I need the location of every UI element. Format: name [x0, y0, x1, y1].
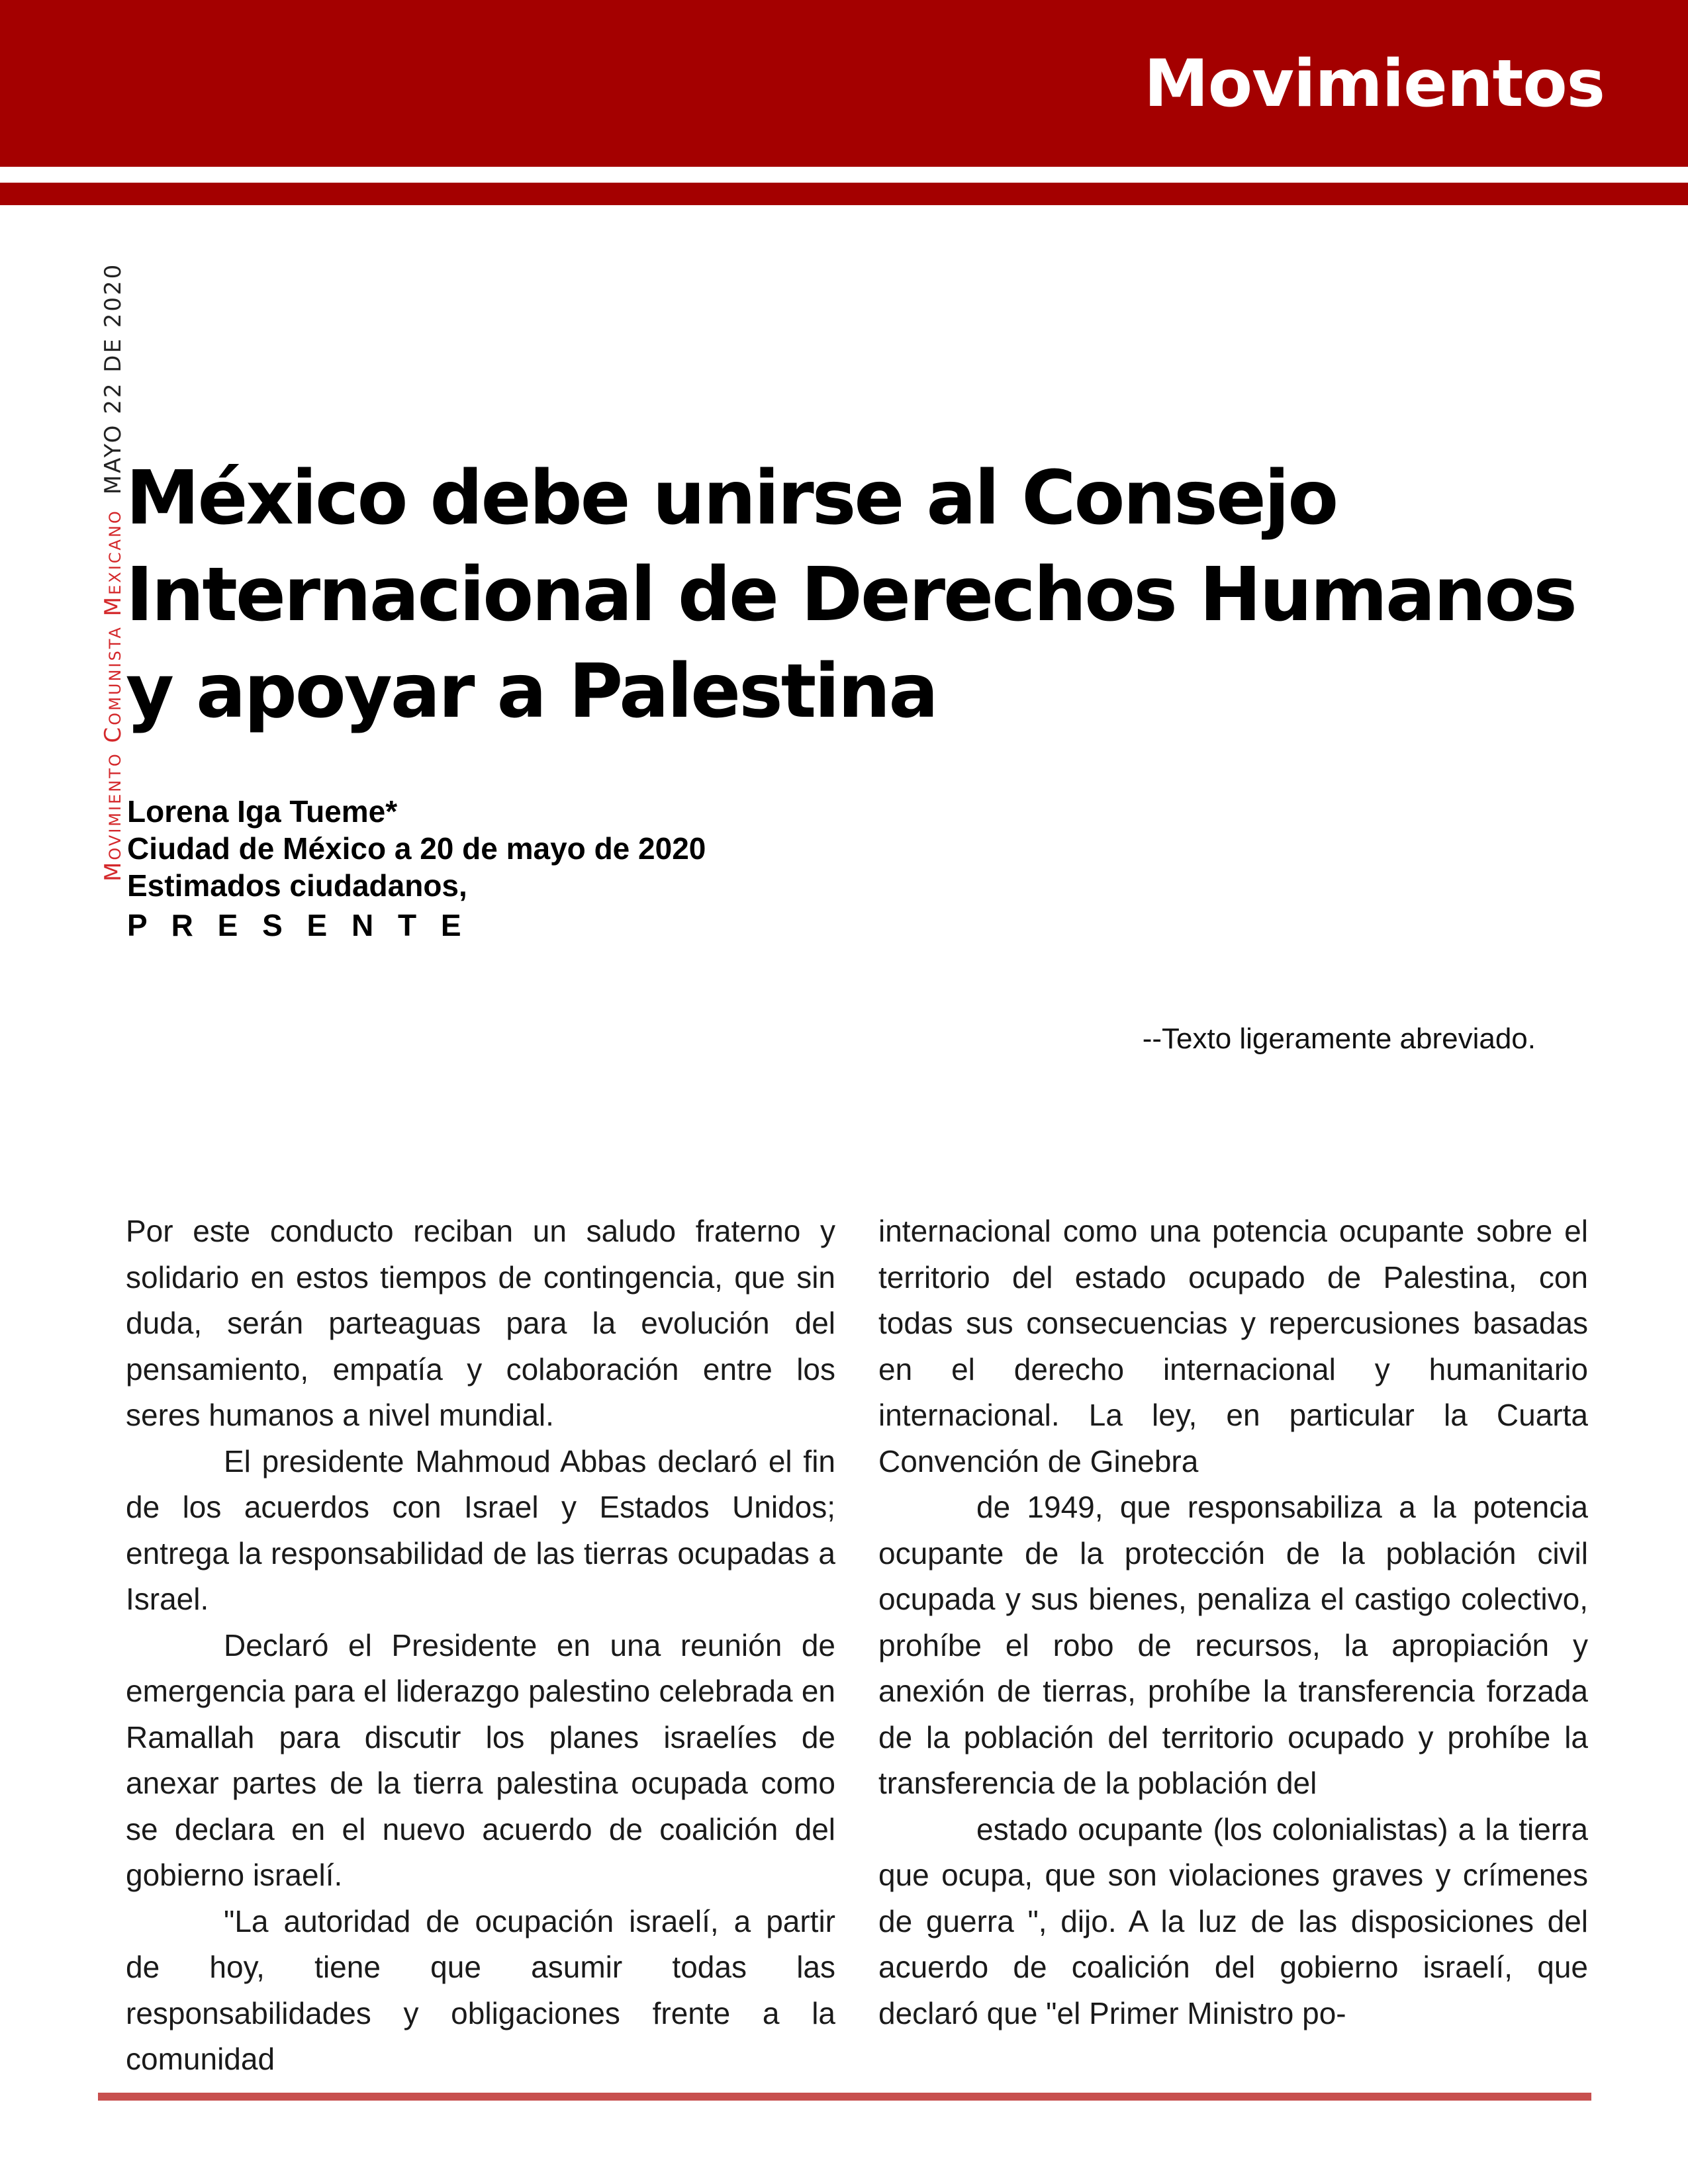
- author-name: Lorena Iga Tueme*: [127, 794, 398, 829]
- body-paragraph: Por este conducto reciban un saludo fraterno y solidario en estos tiempos de contingencia, que sin duda, serán parteaguas para la evolución del pensamiento, empatía y colaboración entre los seres humanos a nivel mundial.: [126, 1214, 835, 1432]
- body-paragraph: estado ocupante (los colonialistas) a la tierra que ocupa, que son violaciones graves y crímenes de guerra ", dijo. A la luz de las disposiciones del acuerdo de coalición del gobierno israelí, que declaró que "el Primer Ministro po-: [878, 1811, 1588, 2030]
- body-paragraph: Declaró el Presidente en una reunión de emergencia para el liderazgo palestino celebrada en Ramallah para discutir los planes israelíes de anexar partes de la tierra palestina ocupada como se declara en el nuevo acuerdo de coalición del gobierno israelí.: [126, 1627, 835, 1892]
- publication-date: MAYO 22 DE 2020: [100, 262, 126, 495]
- presente-label: P R E S E N T E: [127, 908, 469, 942]
- place-date: Ciudad de México a 20 de mayo de 2020: [127, 831, 706, 866]
- section-label: Movimientos: [1144, 46, 1605, 122]
- footer-rule: [98, 2093, 1591, 2101]
- article-title: México debe unirse al Consejo Internacional de Derechos Humanos y apoyar a Palestina: [126, 455, 1575, 735]
- vertical-meta: [102, 263, 124, 882]
- byline: [127, 793, 706, 944]
- publication-name: Movimiento Comunista Mexicano: [100, 509, 126, 882]
- salutation: Estimados ciudadanos,: [127, 868, 467, 903]
- body-paragraph: de 1949, que responsabiliza a la potencia ocupante de la protección de la población civil ocupada y sus bienes, penaliza el castigo colectivo, prohíbe el robo de recursos, la apropiación y anexión de tierras, prohíbe la transferencia forzada de la población del territorio ocupado y prohíbe la transferencia de la población del: [878, 1490, 1588, 1800]
- header-stripe: [0, 183, 1688, 205]
- body-column-right: [878, 1208, 1588, 2036]
- body-column-left: [126, 1208, 835, 2083]
- body-paragraph: El presidente Mahmoud Abbas declaró el fin de los acuerdos con Israel y Estados Unidos; entrega la responsabilidad de las tierras ocupadas a Israel.: [126, 1443, 835, 1616]
- header-band: [0, 0, 1688, 167]
- body-paragraph: internacional como una potencia ocupante sobre el territorio del estado ocupado de Palestina, con todas sus consecuencias y repercusiones basadas en el derecho internacional y humanitario internacional. La ley, en particular la Cuarta Convención de Ginebra: [878, 1214, 1588, 1479]
- body-paragraph: "La autoridad de ocupación israelí, a partir de hoy, tiene que asumir todas las responsabilidades y obligaciones frente a la comunidad: [126, 1903, 835, 2076]
- abridged-note: --Texto ligeramente abreviado.: [1142, 1023, 1536, 1055]
